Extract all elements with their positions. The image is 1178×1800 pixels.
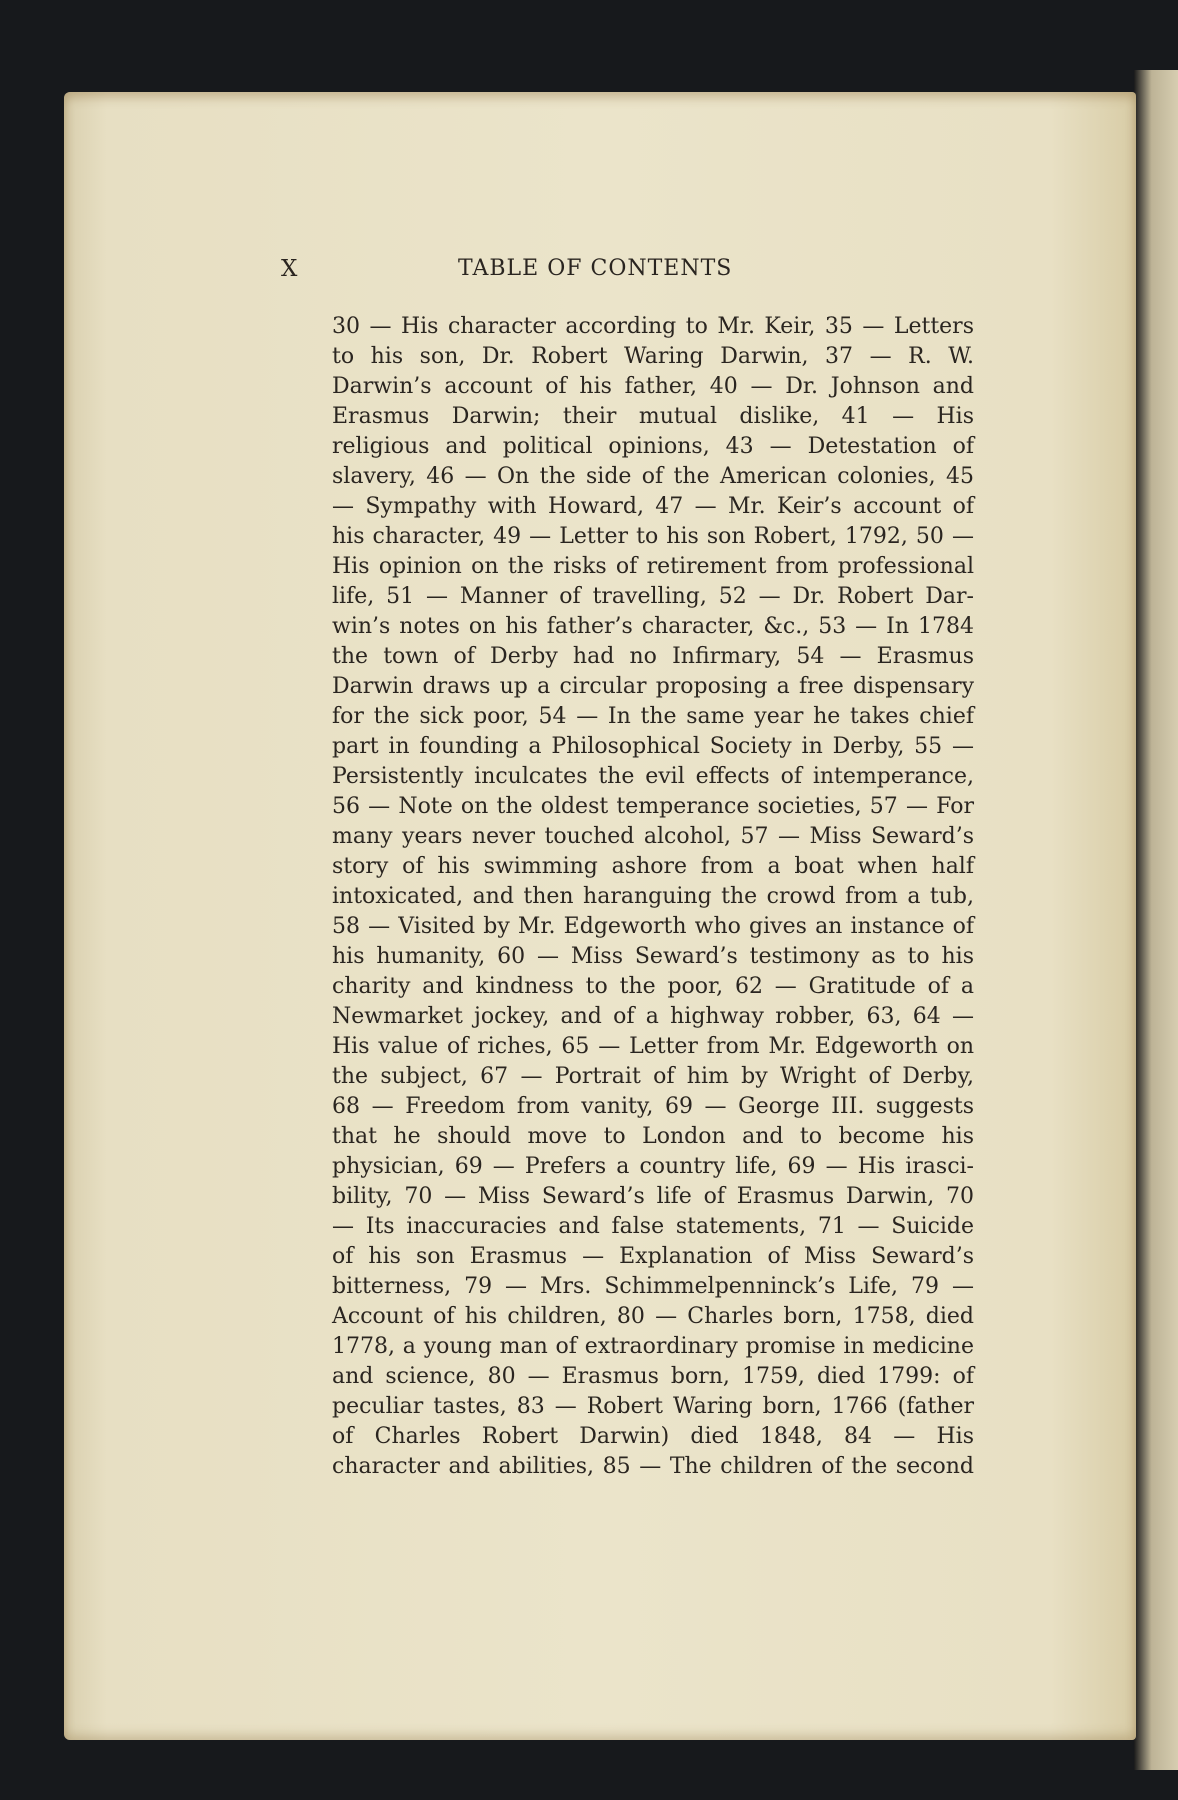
text-line: Darwin draws up a circular proposing a free dispensary xyxy=(332,674,974,699)
text-line: Persistently inculcates the evil effects of intemperance, xyxy=(332,764,974,789)
text-line: Account of his children, 80 — Charles born, 1758, died xyxy=(332,1304,974,1329)
book-edge xyxy=(1134,70,1178,1770)
text-line: His value of riches, 65 — Letter from Mr. Edgeworth on xyxy=(332,1034,974,1059)
text-line: physician, 69 — Prefers a country life, 69 — His irasci- xyxy=(332,1154,974,1179)
text-line: religious and political opinions, 43 — Detestation of xyxy=(332,434,974,459)
text-line: win’s notes on his father’s character, &c., 53 — In 1784 xyxy=(332,614,974,639)
text-line: 1778, a young man of extraordinary promise in medicine xyxy=(332,1334,974,1359)
text-line: to his son, Dr. Robert Waring Darwin, 37 — R. W. xyxy=(332,344,974,369)
text-line: that he should move to London and to become his xyxy=(332,1124,974,1149)
text-line: and science, 80 — Erasmus born, 1759, died 1799: of xyxy=(332,1364,974,1389)
text-line: part in founding a Philosophical Society in Derby, 55 — xyxy=(332,734,974,759)
text-line: slavery, 46 — On the side of the American colonies, 45 xyxy=(332,464,974,489)
text-line: bility, 70 — Miss Seward’s life of Erasmus Darwin, 70 xyxy=(332,1184,974,1209)
text-line: for the sick poor, 54 — In the same year he takes chief xyxy=(332,704,974,729)
text-line: his humanity, 60 — Miss Seward’s testimony as to his xyxy=(332,944,974,969)
contents-text xyxy=(332,312,974,1482)
page-number: X xyxy=(281,256,298,282)
text-line: peculiar tastes, 83 — Robert Waring born, 1766 (father xyxy=(332,1394,974,1419)
text-line: Darwin’s account of his father, 40 — Dr. Johnson and xyxy=(332,374,974,399)
text-line: the subject, 67 — Portrait of him by Wright of Derby, xyxy=(332,1064,974,1089)
text-line: of his son Erasmus — Explanation of Miss Seward’s xyxy=(332,1244,974,1269)
text-line: of Charles Robert Darwin) died 1848, 84 — His xyxy=(332,1424,974,1449)
text-line: charity and kindness to the poor, 62 — Gratitude of a xyxy=(332,974,974,999)
text-line: 30 — His character according to Mr. Keir, 35 — Letters xyxy=(332,314,974,339)
text-line: character and abilities, 85 — The children of the second xyxy=(332,1454,974,1479)
text-line: the town of Derby had no Infirmary, 54 — Erasmus xyxy=(332,644,974,669)
text-line: bitterness, 79 — Mrs. Schimmelpenninck’s Life, 79 — xyxy=(332,1274,974,1299)
text-line: — Sympathy with Howard, 47 — Mr. Keir’s account of xyxy=(332,494,974,519)
text-line: 56 — Note on the oldest temperance societies, 57 — For xyxy=(332,794,974,819)
text-line: many years never touched alcohol, 57 — Miss Seward’s xyxy=(332,824,974,849)
running-head: TABLE OF CONTENTS xyxy=(458,256,733,281)
text-line: His opinion on the risks of retirement from professional xyxy=(332,554,974,579)
text-line: life, 51 — Manner of travelling, 52 — Dr. Robert Dar- xyxy=(332,584,974,609)
text-line: Erasmus Darwin; their mutual dislike, 41 — His xyxy=(332,404,974,429)
text-line: Newmarket jockey, and of a highway robber, 63, 64 — xyxy=(332,1004,974,1029)
text-line: intoxicated, and then haranguing the crowd from a tub, xyxy=(332,884,974,909)
text-line: — Its inaccuracies and false statements, 71 — Suicide xyxy=(332,1214,974,1239)
text-line: 58 — Visited by Mr. Edgeworth who gives an instance of xyxy=(332,914,974,939)
text-line: story of his swimming ashore from a boat when half xyxy=(332,854,974,879)
text-line: 68 — Freedom from vanity, 69 — George III. suggests xyxy=(332,1094,974,1119)
text-line: his character, 49 — Letter to his son Robert, 1792, 50 — xyxy=(332,524,974,549)
